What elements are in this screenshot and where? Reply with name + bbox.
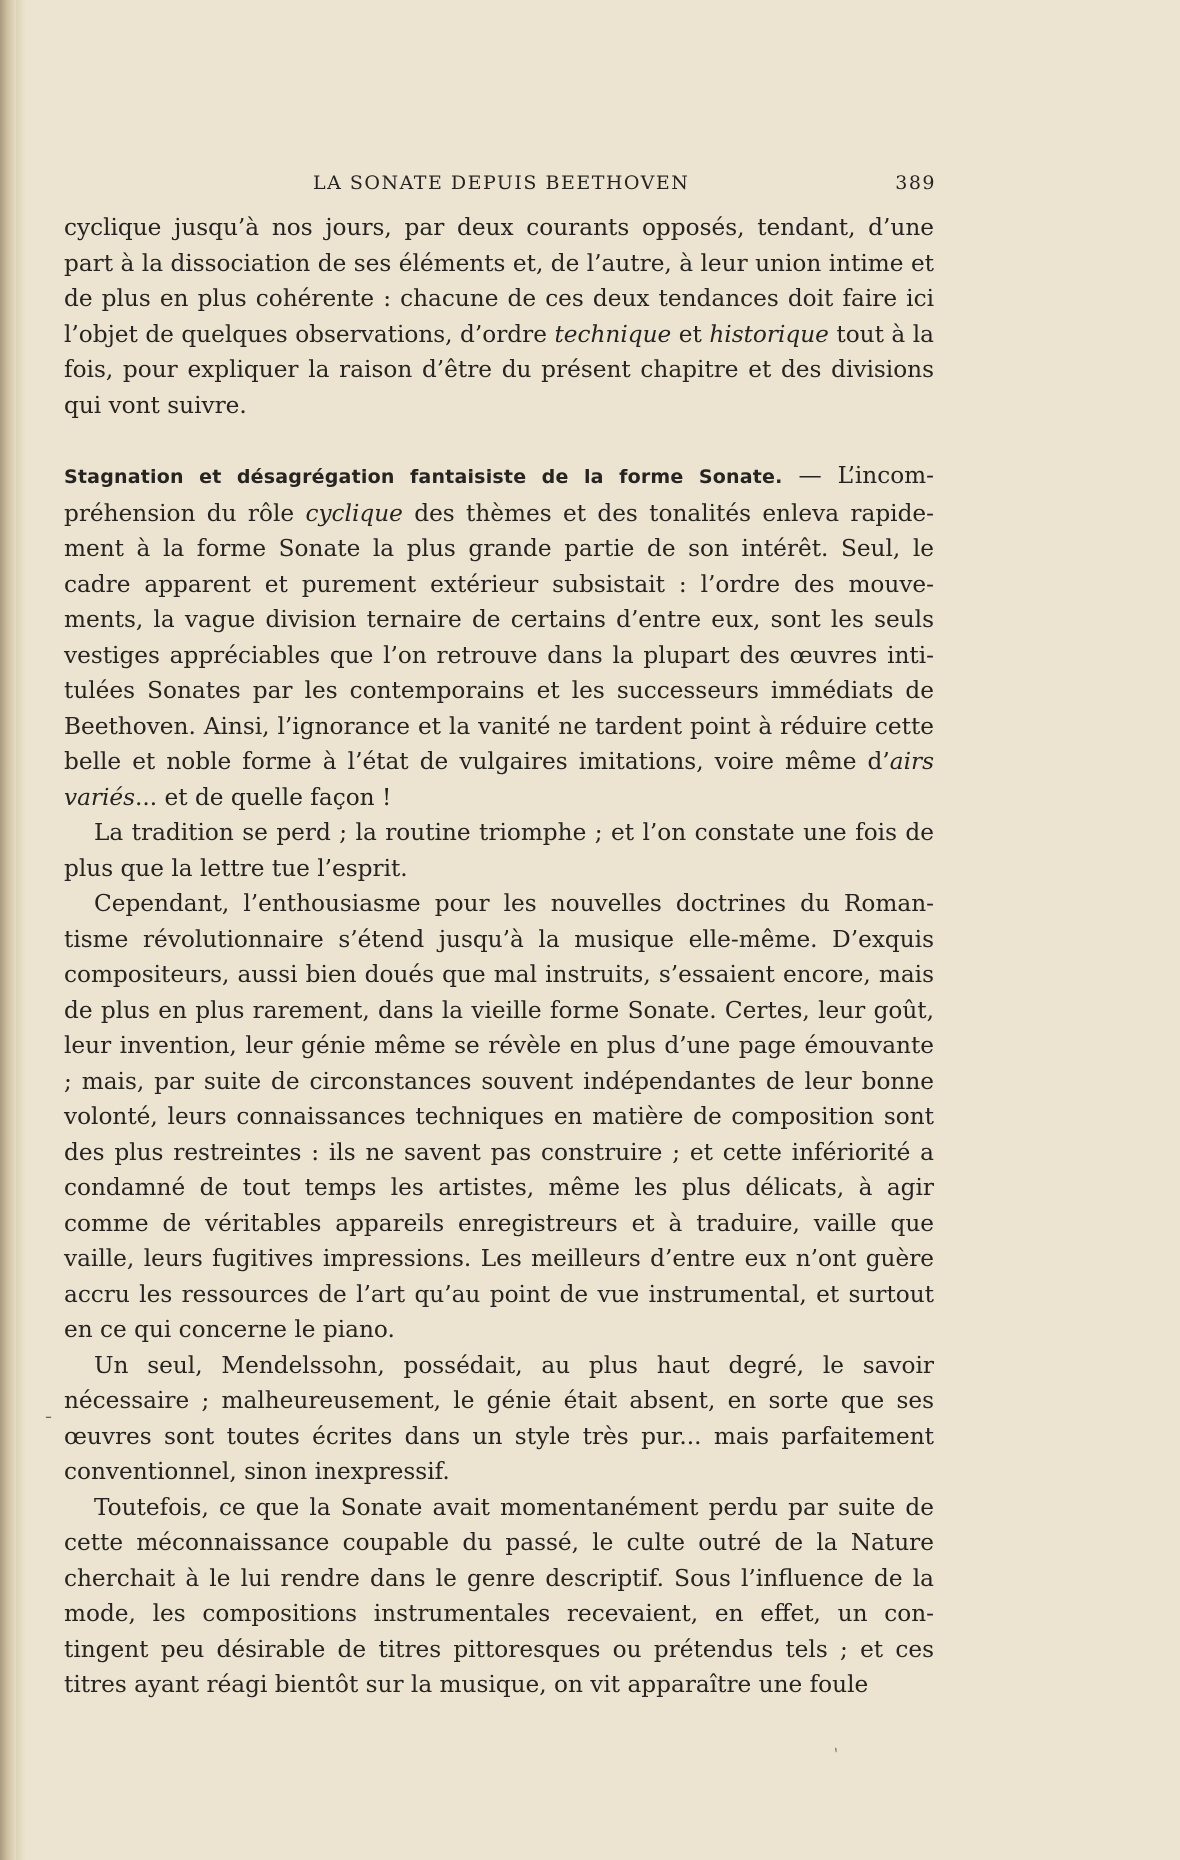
page-edge-gradient bbox=[16, 0, 26, 1860]
text-run: ... et de quelle façon ! bbox=[135, 783, 392, 811]
text-run: Un seul, Mendelssohn, possédait, au plus haut degré, le savoir nécessaire ; malheureusement, le génie était absent, en sorte que ses œuvres sont toutes écrites dans un style très pur... mais parfaitement conventionnel, sinon inexpressif. bbox=[64, 1351, 934, 1485]
margin-tick-mark: ˉ bbox=[44, 1414, 53, 1435]
italic-term-airs-varies: airs variés bbox=[64, 748, 934, 811]
text-run: et bbox=[671, 320, 710, 348]
text-run: La tradition se perd ; la routine triomphe ; et l’on constate une fois de plus que la lettre tue l’esprit. bbox=[64, 819, 934, 882]
text-run: Cependant, l’enthousiasme pour les nouvelles doctrines du Romantisme révolutionnaire s’étend jusqu’à la musique elle-même. D’exquis compositeurs, aussi bien doués que mal instruits, s’essaient encore, mais de plus en plus rarement, dans la vieille forme Sonate. Certes, leur goût, leur invention, leur génie même se révèle en plus d’une page émouvante ; mais, par suite de circonstances souvent indépendantes de leur bonne volonté, leurs connaissances techniques en matière de composition sont des plus restreintes : ils ne savent pas construire ; et cette infériorité a condamné de tout temps les artistes, même les plus délicats, à agir comme de véritables appareils enregistreurs et à traduire, vaille que vaille, leurs fugitives impressions. Les meilleurs d’entre eux n’ont guère accru les ressources de l’art qu’au point de vue instrumental, et surtout en ce qui concerne le piano. bbox=[64, 890, 934, 1343]
stray-mark: ˋ bbox=[822, 1745, 843, 1768]
paragraph-4 bbox=[64, 886, 934, 1348]
paragraph-3 bbox=[64, 815, 934, 886]
text-run: cyclique jusqu’à nos jours, par deux courants opposés, tendant, d’une part à la dissociation de ses éléments et, de l’autre, à leur union intime et de plus en plus cohérente : chacune de ces deux tendances doit faire ici l’objet de quelques observations, d’ordre bbox=[64, 214, 934, 348]
paragraph-1 bbox=[64, 210, 934, 423]
section-heading: Stagnation et désagrégation fantaisiste de la forme Sonate. bbox=[64, 466, 783, 488]
running-title: LA SONATE DEPUIS BEETHOVEN bbox=[313, 172, 690, 194]
italic-term-cyclique: cyclique bbox=[305, 499, 403, 527]
page-edge-shadow bbox=[0, 0, 16, 1860]
text-run: — L’incompréhension du rôle bbox=[64, 462, 934, 527]
paragraph-2 bbox=[64, 458, 934, 815]
text-run: des thèmes et des tonalités enleva rapidement à la forme Sonate la plus grande partie de son intérêt. Seul, le cadre apparent et purement extérieur subsistait : l’ordre des mouvements, la vague division ternaire de certains d’entre eux, sont les seuls vestiges appréciables que l’on retrouve dans la plupart des œuvres intitulées Sonates par les contemporains et les successeurs immédiats de Beethoven. Ainsi, l’ignorance et la vanité ne tardent point à réduire cette belle et noble forme à l’état de vulgaires imitations, voire même d’ bbox=[64, 499, 934, 775]
page-number: 389 bbox=[895, 172, 936, 194]
paragraph-5 bbox=[64, 1348, 934, 1490]
running-header bbox=[70, 172, 936, 200]
italic-term-technique: technique bbox=[554, 320, 672, 348]
italic-term-historique: historique bbox=[709, 320, 829, 348]
paragraph-6 bbox=[64, 1490, 934, 1703]
text-run: tout à la fois, pour expliquer la raison d’être du présent chapitre et des divisions qui vont suivre. bbox=[64, 320, 934, 419]
text-run: Toutefois, ce que la Sonate avait momentanément perdu par suite de cette méconnaissance coupable du passé, le culte outré de la Nature cherchait à le lui rendre dans le genre descriptif. Sous l’influence de la mode, les compositions instrumentales recevaient, en effet, un contingent peu désirable de titres pittoresques ou prétendus tels ; et ces titres ayant réagi bientôt sur la musique, on vit apparaître une foule bbox=[64, 1493, 934, 1698]
body-text bbox=[64, 210, 934, 1703]
